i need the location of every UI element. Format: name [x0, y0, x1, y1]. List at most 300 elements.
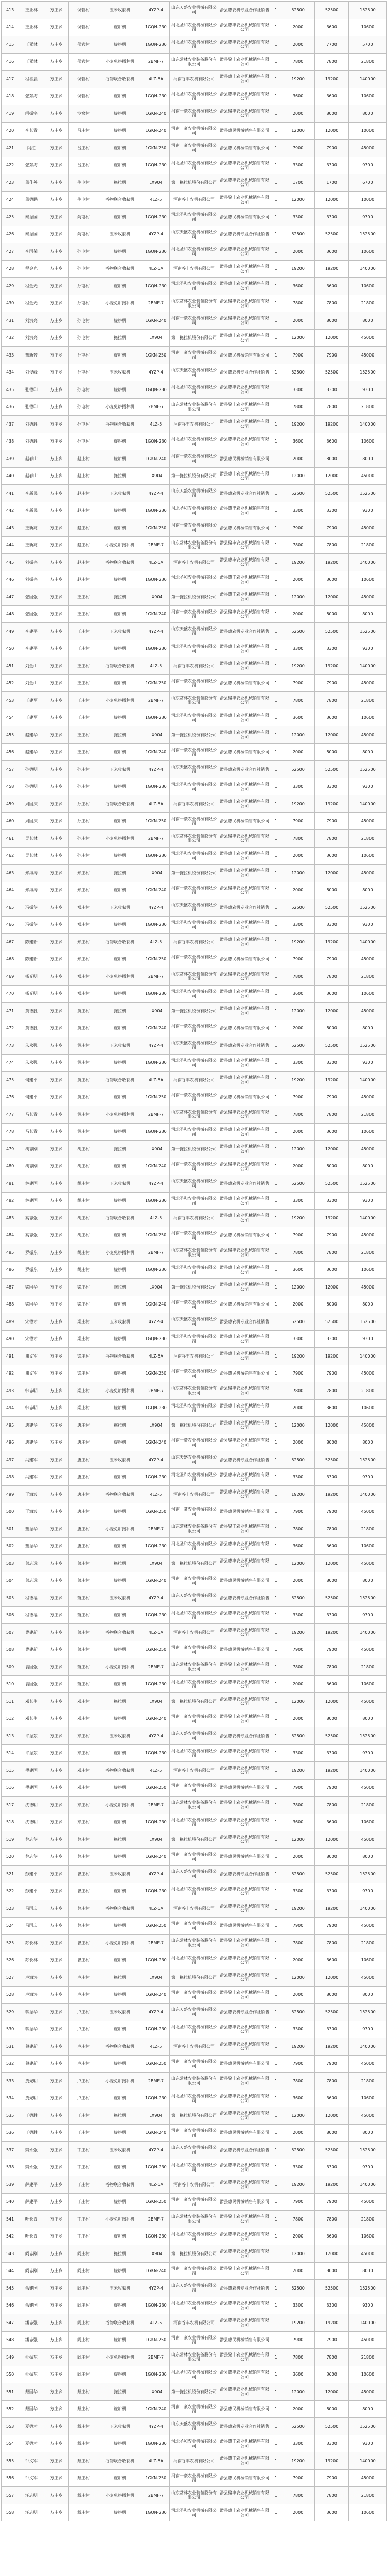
cell-total-subsidy: 52500	[315, 1589, 349, 1607]
table-row	[2, 2107, 387, 2125]
table-row	[2, 692, 387, 709]
cell-row-number: 485	[2, 1244, 19, 1262]
cell-dealer: 滑县惠农机专业合作社销售	[218, 899, 271, 917]
cell-village: 胡庄村	[68, 1244, 98, 1262]
cell-row-number: 531	[2, 2038, 19, 2056]
cell-total-subsidy: 7900	[315, 2331, 349, 2349]
cell-village: 曾庄村	[68, 1866, 98, 1883]
cell-row-number: 475	[2, 1072, 19, 1089]
cell-village: 阎庄村	[68, 2349, 98, 2366]
cell-total-subsidy: 12000	[315, 726, 349, 744]
cell-owner-name: 邓长生	[19, 1710, 44, 1727]
table-row	[2, 1537, 387, 1555]
cell-sale-price: 152500	[348, 2418, 386, 2435]
cell-village: 卢庄村	[68, 2021, 98, 2038]
table-row	[2, 640, 387, 657]
cell-dealer: 滑县惠民机械销售有限公司	[218, 347, 271, 364]
cell-model: 1GQN-230	[142, 2366, 170, 2383]
cell-manufacturer: 河北圣和农业机械有限公司	[170, 1744, 218, 1762]
table-row	[2, 226, 387, 243]
cell-model: LX904	[142, 1417, 170, 1434]
cell-unit-subsidy: 3600	[281, 2090, 315, 2107]
cell-model: 1GQN-230	[142, 1399, 170, 1417]
cell-manufacturer: 河北圣和农业机械有限公司	[170, 571, 218, 588]
cell-owner-name: 赵建华	[19, 743, 44, 761]
cell-row-number: 522	[2, 1883, 19, 1900]
cell-unit-subsidy: 7800	[281, 968, 315, 986]
cell-quantity: 1	[271, 2504, 281, 2521]
cell-quantity: 1	[271, 1658, 281, 1676]
cell-owner-name: 梁国华	[19, 1279, 44, 1296]
cell-village: 戴庄村	[68, 2418, 98, 2435]
cell-unit-subsidy: 3300	[281, 2435, 315, 2452]
cell-row-number: 449	[2, 623, 19, 640]
cell-machine-type: 旋耕机	[98, 674, 142, 692]
cell-model: 1GQN-230	[142, 847, 170, 865]
cell-sale-price: 140000	[348, 1486, 386, 1503]
cell-unit-subsidy: 19200	[281, 2038, 315, 2056]
cell-owner-name: 袁国强	[19, 1658, 44, 1676]
cell-manufacturer: 河南一豪农业机械有限公司	[170, 951, 218, 968]
cell-quantity: 1	[271, 1675, 281, 1693]
table-row	[2, 1589, 387, 1607]
cell-quantity: 1	[271, 1451, 281, 1469]
cell-machine-type: 旋耕机	[98, 1744, 142, 1762]
cell-quantity: 1	[271, 381, 281, 399]
cell-township: 方庄乡	[44, 2314, 68, 2332]
cell-township: 方庄乡	[44, 2124, 68, 2142]
cell-township: 方庄乡	[44, 71, 68, 88]
cell-dealer: 滑县惠丰农业机械销售有限公司	[218, 1624, 271, 1641]
cell-manufacturer: 河南谷丰农机有限公司	[170, 71, 218, 88]
cell-dealer: 滑县惠民机械销售有限公司	[218, 519, 271, 537]
cell-sale-price: 21800	[348, 2487, 386, 2504]
cell-model: 4YZP-4	[142, 2142, 170, 2159]
cell-sale-price: 8000	[348, 1158, 386, 1175]
cell-owner-name: 宋德才	[19, 1313, 44, 1331]
cell-manufacturer: 河南一豪农业机械有限公司	[170, 347, 218, 364]
cell-total-subsidy: 12000	[315, 2383, 349, 2401]
cell-unit-subsidy: 2000	[281, 1296, 315, 1313]
cell-unit-subsidy: 2000	[281, 571, 315, 588]
cell-quantity: 1	[271, 2004, 281, 2021]
cell-sale-price: 10600	[348, 1675, 386, 1693]
cell-model: 1GQN-230	[142, 36, 170, 54]
cell-machine-type: 小麦免耕播种机	[98, 692, 142, 709]
cell-total-subsidy: 19200	[315, 71, 349, 88]
cell-township: 方庄乡	[44, 140, 68, 157]
cell-model: 1GKN-250	[142, 1641, 170, 1658]
cell-quantity: 1	[271, 1866, 281, 1883]
cell-unit-subsidy: 52500	[281, 1175, 315, 1193]
cell-village: 戴庄村	[68, 2452, 98, 2470]
cell-unit-subsidy: 7900	[281, 1917, 315, 1935]
cell-township: 方庄乡	[44, 1210, 68, 1227]
table-row	[2, 2487, 387, 2504]
cell-model: 4LZ-5A	[142, 554, 170, 571]
cell-model: 1GKN-250	[142, 812, 170, 830]
cell-total-subsidy: 52500	[315, 226, 349, 243]
cell-machine-type: 旋耕机	[98, 381, 142, 399]
cell-row-number: 496	[2, 1434, 19, 1451]
cell-township: 方庄乡	[44, 519, 68, 537]
cell-sale-price: 152500	[348, 1037, 386, 1055]
cell-township: 方庄乡	[44, 2021, 68, 2038]
cell-machine-type: 旋耕机	[98, 433, 142, 450]
cell-manufacturer: 山东常林农业装备股份有限公司	[170, 2487, 218, 2504]
cell-dealer: 滑县惠农机专业合作社销售	[218, 2004, 271, 2021]
cell-total-subsidy: 3600	[315, 2228, 349, 2245]
cell-sale-price: 45000	[348, 1917, 386, 1935]
cell-machine-type: 拖拉机	[98, 1417, 142, 1434]
cell-sale-price: 8000	[348, 1572, 386, 1589]
cell-owner-name: 赵春山	[19, 467, 44, 485]
cell-village: 郑庄村	[68, 934, 98, 951]
cell-row-number: 478	[2, 1123, 19, 1141]
cell-row-number: 428	[2, 260, 19, 278]
cell-dealer: 滑县惠民机械销售有限公司	[218, 743, 271, 761]
cell-unit-subsidy: 7800	[281, 1797, 315, 1814]
table-row	[2, 1468, 387, 1486]
cell-township: 方庄乡	[44, 968, 68, 986]
cell-sale-price: 45000	[348, 329, 386, 347]
cell-total-subsidy: 19200	[315, 1210, 349, 1227]
cell-owner-name: 戴国华	[19, 2383, 44, 2401]
cell-unit-subsidy: 7900	[281, 140, 315, 157]
cell-village: 孙屯村	[68, 260, 98, 278]
cell-owner-name: 夏德才	[19, 2418, 44, 2435]
cell-owner-name: 冯振华	[19, 899, 44, 917]
cell-owner-name: 苏长林	[19, 1935, 44, 1952]
cell-unit-subsidy: 3600	[281, 433, 315, 450]
cell-total-subsidy: 19200	[315, 657, 349, 675]
cell-quantity: 1	[271, 1486, 281, 1503]
cell-quantity: 1	[271, 1503, 281, 1520]
cell-sale-price: 45000	[348, 812, 386, 830]
cell-quantity: 1	[271, 157, 281, 174]
cell-township: 方庄乡	[44, 2435, 68, 2452]
cell-manufacturer: 山东天盛农业机械有限公司	[170, 761, 218, 778]
cell-row-number: 466	[2, 916, 19, 934]
cell-township: 方庄乡	[44, 761, 68, 778]
cell-village: 唐庄村	[68, 1537, 98, 1555]
table-row	[2, 381, 387, 399]
cell-village: 邓庄村	[68, 1710, 98, 1727]
cell-owner-name: 袁国强	[19, 1675, 44, 1693]
table-row	[2, 1330, 387, 1348]
table-row	[2, 571, 387, 588]
cell-dealer: 滑县惠农机专业合作社销售	[218, 1037, 271, 1055]
cell-manufacturer: 山东常林农业装备股份有限公司	[170, 1935, 218, 1952]
cell-dealer: 滑县惠民机械销售有限公司	[218, 2124, 271, 2142]
cell-manufacturer: 山东常林农业装备股份有限公司	[170, 1106, 218, 1124]
cell-total-subsidy: 12000	[315, 1831, 349, 1849]
cell-owner-name: 沈德明	[19, 1797, 44, 1814]
cell-total-subsidy: 3600	[315, 1675, 349, 1693]
cell-machine-type: 旋耕机	[98, 157, 142, 174]
cell-model: 2BMF-7	[142, 830, 170, 848]
cell-sale-price: 10600	[348, 985, 386, 1003]
cell-model: 4LZ-5	[142, 2314, 170, 2332]
cell-row-number: 493	[2, 1382, 19, 1400]
table-row	[2, 1486, 387, 1503]
cell-sale-price: 140000	[348, 2452, 386, 2470]
cell-sale-price: 45000	[348, 1089, 386, 1106]
cell-dealer: 滑县惠丰农业机械销售有限公司	[218, 2107, 271, 2125]
cell-village: 唐庄村	[68, 1434, 98, 1451]
cell-township: 方庄乡	[44, 1900, 68, 1918]
cell-machine-type: 玉米收获机	[98, 2004, 142, 2021]
cell-owner-name: 薛建平	[19, 2193, 44, 2211]
cell-dealer: 滑县聚丰农业机械销售有限公司	[218, 398, 271, 416]
cell-row-number: 462	[2, 847, 19, 865]
cell-total-subsidy: 52500	[315, 1451, 349, 1469]
cell-sale-price: 8000	[348, 1710, 386, 1727]
cell-township: 方庄乡	[44, 2038, 68, 2056]
cell-total-subsidy: 19200	[315, 2176, 349, 2194]
cell-total-subsidy: 3300	[315, 1468, 349, 1486]
cell-township: 方庄乡	[44, 1935, 68, 1952]
cell-village: 曾庄村	[68, 1848, 98, 1866]
cell-machine-type: 旋耕机	[98, 1952, 142, 1969]
cell-model: 1GKN-250	[142, 347, 170, 364]
cell-dealer: 滑县惠丰农业机械销售有限公司	[218, 1468, 271, 1486]
cell-owner-name: 闫振宗	[19, 105, 44, 123]
cell-total-subsidy: 19200	[315, 1762, 349, 1780]
cell-village: 黄庄村	[68, 1054, 98, 1072]
cell-owner-name: 胡志刚	[19, 1158, 44, 1175]
cell-row-number: 480	[2, 1158, 19, 1175]
cell-owner-name: 曾志华	[19, 1848, 44, 1866]
cell-quantity: 1	[271, 2159, 281, 2176]
cell-manufacturer: 河南谷丰农机有限公司	[170, 1072, 218, 1089]
cell-total-subsidy: 7800	[315, 1106, 349, 1124]
cell-owner-name: 傅建国	[19, 1779, 44, 1797]
cell-manufacturer: 第一拖拉机股份有限公司	[170, 1003, 218, 1020]
cell-owner-name: 叶长青	[19, 2211, 44, 2228]
cell-row-number: 526	[2, 1952, 19, 1969]
cell-township: 方庄乡	[44, 657, 68, 675]
cell-quantity: 1	[271, 2073, 281, 2090]
cell-quantity: 1	[271, 1624, 281, 1641]
cell-machine-type: 小麦免耕播种机	[98, 536, 142, 554]
cell-unit-subsidy: 7800	[281, 295, 315, 312]
cell-model: LX904	[142, 865, 170, 882]
table-row	[2, 2435, 387, 2452]
cell-dealer: 滑县惠丰农业机械销售有限公司	[218, 2228, 271, 2245]
cell-unit-subsidy: 7900	[281, 1089, 315, 1106]
cell-machine-type: 旋耕机	[98, 347, 142, 364]
cell-dealer: 滑县惠丰农业机械销售有限公司	[218, 1210, 271, 1227]
cell-sale-price: 9300	[348, 1330, 386, 1348]
cell-model: 1GKN-240	[142, 122, 170, 140]
cell-dealer: 滑县惠丰农业机械销售有限公司	[218, 1537, 271, 1555]
cell-manufacturer: 第一拖拉机股份有限公司	[170, 1831, 218, 1849]
cell-dealer: 滑县惠丰农业机械销售有限公司	[218, 1969, 271, 1987]
cell-dealer: 滑县惠农机专业合作社销售	[218, 2142, 271, 2159]
cell-quantity: 1	[271, 295, 281, 312]
table-row	[2, 260, 387, 278]
cell-township: 方庄乡	[44, 1054, 68, 1072]
cell-manufacturer: 河南一豪农业机械有限公司	[170, 450, 218, 468]
cell-dealer: 滑县惠民机械销售有限公司	[218, 1848, 271, 1866]
cell-sale-price: 140000	[348, 416, 386, 433]
cell-township: 方庄乡	[44, 157, 68, 174]
cell-sale-price: 152500	[348, 1727, 386, 1745]
table-row	[2, 2124, 387, 2142]
cell-owner-name: 秦振国	[19, 226, 44, 243]
cell-total-subsidy: 52500	[315, 899, 349, 917]
cell-manufacturer: 河北圣和农业机械有限公司	[170, 1952, 218, 1969]
cell-owner-name: 贾光明	[19, 2073, 44, 2090]
cell-total-subsidy: 8000	[315, 1848, 349, 1866]
cell-dealer: 滑县惠民机械销售有限公司	[218, 1572, 271, 1589]
cell-sale-price: 21800	[348, 692, 386, 709]
cell-township: 方庄乡	[44, 174, 68, 192]
cell-unit-subsidy: 12000	[281, 329, 315, 347]
cell-total-subsidy: 7900	[315, 2193, 349, 2211]
cell-model: 4LZ-5A	[142, 2452, 170, 2470]
cell-quantity: 1	[271, 743, 281, 761]
cell-quantity: 1	[271, 485, 281, 502]
table-row	[2, 1520, 387, 1538]
cell-row-number: 448	[2, 605, 19, 623]
cell-owner-name: 张德印	[19, 381, 44, 399]
cell-model: LX904	[142, 1555, 170, 1572]
table-row	[2, 812, 387, 830]
cell-township: 方庄乡	[44, 2159, 68, 2176]
cell-machine-type: 拖拉机	[98, 865, 142, 882]
cell-machine-type: 小麦免耕播种机	[98, 830, 142, 848]
cell-quantity: 1	[271, 2366, 281, 2383]
cell-unit-subsidy: 19200	[281, 2176, 315, 2194]
cell-village: 郑庄村	[68, 985, 98, 1003]
cell-total-subsidy: 8000	[315, 1986, 349, 2004]
cell-row-number: 549	[2, 2349, 19, 2366]
cell-machine-type: 玉米收获机	[98, 2142, 142, 2159]
cell-model: 1GQN-230	[142, 571, 170, 588]
cell-village: 孙屯村	[68, 347, 98, 364]
cell-model: 4LZ-5A	[142, 2176, 170, 2194]
cell-village: 萧庄村	[68, 1572, 98, 1589]
cell-owner-name: 傅建国	[19, 1762, 44, 1780]
cell-dealer: 滑县惠丰农业机械销售有限公司	[218, 1261, 271, 1279]
cell-machine-type: 旋耕机	[98, 36, 142, 54]
cell-row-number: 514	[2, 1744, 19, 1762]
cell-row-number: 505	[2, 1589, 19, 1607]
cell-model: 2BMF-7	[142, 1520, 170, 1538]
cell-unit-subsidy: 2000	[281, 1020, 315, 1037]
cell-village: 孙屯村	[68, 416, 98, 433]
cell-sale-price: 140000	[348, 1762, 386, 1780]
cell-model: 1GQN-230	[142, 778, 170, 795]
cell-total-subsidy: 7800	[315, 1935, 349, 1952]
cell-manufacturer: 山东天盛农业机械有限公司	[170, 1727, 218, 1745]
cell-model: LX904	[142, 1831, 170, 1849]
cell-township: 方庄乡	[44, 2280, 68, 2297]
cell-sale-price: 10600	[348, 2228, 386, 2245]
cell-row-number: 518	[2, 1814, 19, 1831]
cell-owner-name: 吴长林	[19, 830, 44, 848]
cell-quantity: 1	[271, 1037, 281, 1055]
cell-unit-subsidy: 12000	[281, 191, 315, 209]
cell-total-subsidy: 8000	[315, 743, 349, 761]
cell-unit-subsidy: 7900	[281, 1641, 315, 1658]
cell-model: LX904	[142, 726, 170, 744]
cell-sale-price: 45000	[348, 1831, 386, 1849]
cell-quantity: 1	[271, 519, 281, 537]
cell-village: 唐庄村	[68, 1520, 98, 1538]
cell-owner-name: 程德福	[19, 1606, 44, 1624]
cell-owner-name: 王亚林	[19, 36, 44, 54]
cell-township: 方庄乡	[44, 1141, 68, 1158]
cell-manufacturer: 山东天盛农业机械有限公司	[170, 1037, 218, 1055]
table-row	[2, 761, 387, 778]
cell-village: 侯管村	[68, 88, 98, 105]
cell-unit-subsidy: 2000	[281, 605, 315, 623]
cell-row-number: 482	[2, 1192, 19, 1210]
cell-machine-type: 谷物联合收获机	[98, 554, 142, 571]
cell-machine-type: 谷物联合收获机	[98, 1486, 142, 1503]
cell-unit-subsidy: 2000	[281, 1123, 315, 1141]
cell-sale-price: 152500	[348, 1451, 386, 1469]
cell-dealer: 滑县惠丰农业机械销售有限公司	[218, 571, 271, 588]
cell-total-subsidy: 3300	[315, 1054, 349, 1072]
cell-total-subsidy: 7800	[315, 2211, 349, 2228]
cell-model: 1GQN-230	[142, 640, 170, 657]
cell-village: 孙屯村	[68, 398, 98, 416]
cell-machine-type: 玉米收获机	[98, 364, 142, 381]
table-row	[2, 1727, 387, 1745]
table-row	[2, 2211, 387, 2228]
cell-sale-price: 9300	[348, 916, 386, 934]
cell-owner-name: 卢海涛	[19, 1986, 44, 2004]
cell-machine-type: 旋耕机	[98, 1192, 142, 1210]
cell-sale-price: 45000	[348, 140, 386, 157]
cell-model: 4YZP-4	[142, 1175, 170, 1193]
cell-village: 郑庄村	[68, 968, 98, 986]
cell-manufacturer: 河南一豪农业机械有限公司	[170, 1434, 218, 1451]
cell-unit-subsidy: 7900	[281, 674, 315, 692]
cell-unit-subsidy: 3300	[281, 381, 315, 399]
cell-dealer: 滑县惠丰农业机械销售有限公司	[218, 2176, 271, 2194]
cell-quantity: 1	[271, 899, 281, 917]
cell-unit-subsidy: 3300	[281, 2021, 315, 2038]
cell-model: 2BMF-7	[142, 2487, 170, 2504]
cell-village: 阎庄村	[68, 2297, 98, 2314]
cell-machine-type: 拖拉机	[98, 2245, 142, 2263]
cell-dealer: 滑县聚丰农业机械销售有限公司	[218, 1244, 271, 1262]
cell-owner-name: 许振东	[19, 1727, 44, 1745]
cell-manufacturer: 河南一豪农业机械有限公司	[170, 1986, 218, 2004]
cell-sale-price: 45000	[348, 1693, 386, 1710]
cell-sale-price: 10600	[348, 1261, 386, 1279]
cell-owner-name: 钟文军	[19, 2452, 44, 2470]
cell-quantity: 1	[271, 554, 281, 571]
cell-village: 戴庄村	[68, 2383, 98, 2401]
cell-manufacturer: 山东天盛农业机械有限公司	[170, 226, 218, 243]
table-row	[2, 2193, 387, 2211]
cell-total-subsidy: 12000	[315, 467, 349, 485]
cell-quantity: 1	[271, 623, 281, 640]
cell-unit-subsidy: 19200	[281, 934, 315, 951]
cell-sale-price: 140000	[348, 2176, 386, 2194]
cell-total-subsidy: 52500	[315, 761, 349, 778]
cell-owner-name: 蒋振华	[19, 2021, 44, 2038]
cell-dealer: 滑县惠丰农业机械销售有限公司	[218, 502, 271, 519]
cell-manufacturer: 山东天盛农业机械有限公司	[170, 1451, 218, 1469]
cell-quantity: 1	[271, 2124, 281, 2142]
